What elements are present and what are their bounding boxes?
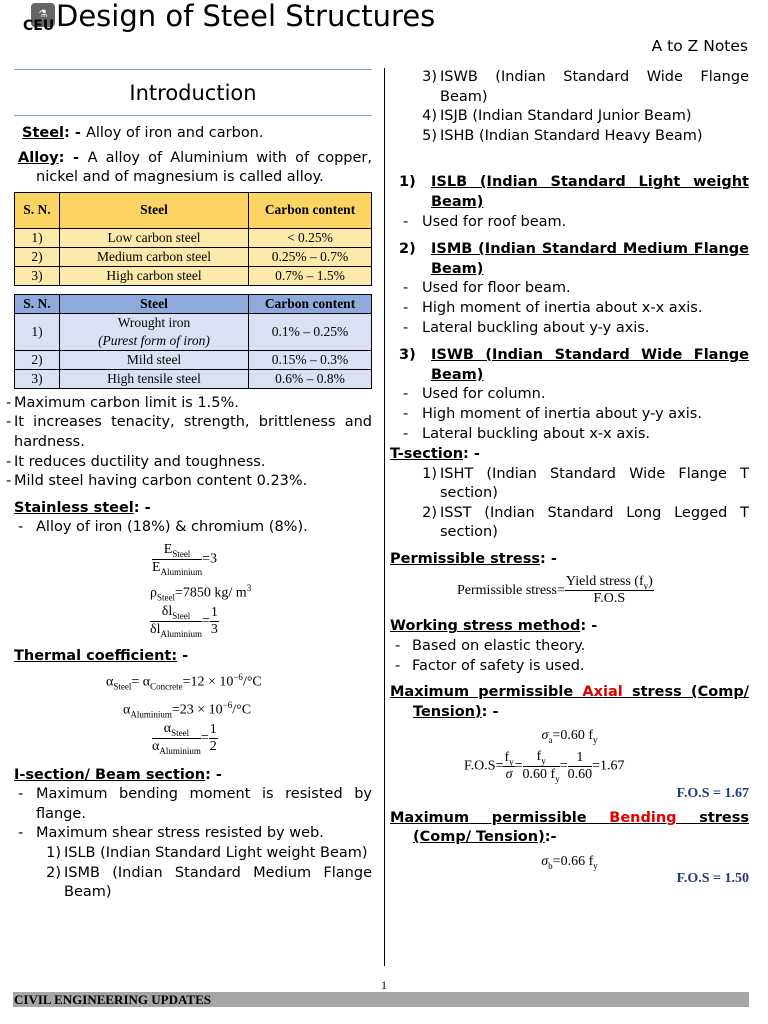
deflection-ratio-formula: $\frac{\delta l_{Steel}}{\delta l_{Aluminium}}$ = $\frac{1}{3}$ [150,603,218,639]
heading-text: Permissible stress [390,551,540,568]
table-row [15,369,372,388]
elastic-ratio-formula: $\frac{E_{Steel}}{E_{Aluminium}}$ =3 [152,541,217,577]
heading-text: T-section [390,446,464,463]
table-cell: High tensile steel [60,369,249,388]
page-title: Design of Steel Structures [56,0,436,33]
thermal-steel-formula: $\alpha_{Steel}= \alpha_{Concrete}=12 \times 10^{-6}/^\circ C$ [106,672,262,692]
axial-fos-formula: F.O.S= $\frac{f_y}{\sigma}$ = $\frac{f_y}{0.60 f_y}$ = $\frac{1}{0.60}$ =1.67 [464,749,625,784]
table-cell: 0.25% – 0.7% [249,247,372,266]
wsm-heading: Working stress method: - [390,618,598,635]
density-formula: $\rho_{Steel}=7850$ kg/ $m^3$ [150,582,252,602]
stainless-heading: Stainless steel: - [14,499,151,516]
section-heading-introduction: Introduction [129,81,257,105]
table-row [15,313,372,350]
table-header: Steel [60,192,249,228]
bending-formula: $\sigma_b=0.66$ $f_y$ [541,854,598,871]
column-divider [384,68,385,966]
list-item: - Maximum carbon limit is 1.5%. [6,394,239,411]
list-item: - High moment of inertia about y-y axis. [403,405,702,422]
axial-fos-value: F.O.S = 1.67 [676,785,749,801]
alloy-def: A alloy of Aluminium with of copper, nickel and of magnesium is called alloy. [36,149,372,186]
isection-list-continued [417,68,749,146]
cell-text: Wrought iron [117,314,191,330]
table-cell: Medium carbon steel [60,247,249,266]
left-column [6,69,372,903]
divider [14,69,372,70]
logo-text: CEU [23,18,55,34]
table-cell: 2) [15,247,60,266]
table-row [15,247,372,266]
table-cell: 0.6% – 0.8% [249,369,372,388]
carbon-notes [6,394,372,492]
isection-heading: I-section/ Beam section: - [14,766,222,783]
cell-note: (Purest form of iron) [98,332,210,348]
steel-definition: Steel: - Alloy of iron and carbon. [22,125,264,141]
table-cell: 1) [15,313,60,350]
table-cell: 1) [15,228,60,247]
list-item: - Maximum shear stress resisted by web. [18,825,324,842]
table-cell: 0.1% – 0.25% [249,313,372,350]
bending-fos-value: F.O.S = 1.50 [676,870,749,886]
list-item: - Used for roof beam. [403,213,567,230]
table-header: Steel [60,294,249,313]
list-item: - Mild steel having carbon content 0.23%. [6,473,308,490]
list-item: 4) ISJB (Indian Standard Junior Beam) [422,108,692,125]
alloy-term: Alloy [18,149,59,166]
iron-steel-table [14,294,372,389]
table-cell: 0.7% – 1.5% [249,266,372,285]
beam-iswb [390,346,749,444]
list-item: - Maximum bending moment is resisted by flange. [18,786,372,822]
list-item: - Used for floor beam. [403,280,571,297]
table-cell: 0.15% – 0.3% [249,350,372,369]
table-cell: < 0.25% [249,228,372,247]
permissible-heading: Permissible stress: - [390,551,557,568]
isection-list [41,844,372,903]
logo-icon: ⚗ [31,3,55,27]
table-header: Carbon content [249,294,372,313]
thermal-aluminium-formula: $\alpha_{Aluminium}=23 \times 10^{-6}/^\circ C$ [123,699,252,720]
list-item: - Lateral buckling about x-x axis. [403,425,650,442]
permissible-stress-formula: Permissible stress= $\frac{Yield stress (f_y)}{F.O.S}$ [457,573,653,607]
carbon-steel-table [14,192,372,286]
alloy-definition: Alloy: - A alloy of Aluminium with of copper, nickel and of magnesium is called alloy. [18,149,372,186]
list-item: 2) ISST (Indian Standard Long Legged T section) [422,504,749,541]
thermal-heading: Thermal coefficient: - [14,647,189,664]
list-item: - Used for column. [403,386,546,403]
table-cell: High carbon steel [60,266,249,285]
page-subtitle: A to Z Notes [651,37,748,55]
page-number: 1 [381,978,387,992]
beam-heading: 1) ISLB (Indian Standard Light weight Beam) [399,174,749,210]
table-cell: 2) [15,350,60,369]
table-header: S. N. [15,192,60,228]
tsection-heading: T-section: - [390,446,480,463]
bending-heading: Maximum permissible Bending stress (Comp/ Tension):- [390,809,749,846]
table-header: Carbon content [249,192,372,228]
footer-bar: CIVIL ENGINEERING UPDATES [13,992,749,1007]
axial-formula: $\sigma_a=0.60$ $f_y$ [541,728,598,746]
table-cell: Mild steel [60,350,249,369]
divider [14,115,372,116]
beam-heading: 3) ISWB (Indian Standard Wide Flange Beam) [399,347,749,383]
list-item: - High moment of inertia about x-x axis. [403,299,703,316]
table-cell [60,313,249,350]
table-cell: 3) [15,266,60,285]
list-item: - It reduces ductility and toughness. [6,453,266,470]
list-item: - Alloy of iron (18%) & chromium (8%). [18,519,308,536]
beam-ismb [390,240,749,338]
list-item: - It increases tenacity, strength, brittleness and hardness. [6,414,372,450]
table-cell: Low carbon steel [60,228,249,247]
heading-text: Stainless steel [14,499,134,516]
table-header: S. N. [15,294,60,313]
list-item: 2) ISMB (Indian Standard Medium Flange Beam) [46,864,372,901]
list-item: 1) ISLB (Indian Standard Light weight Beam) [46,845,368,862]
thermal-ratio-formula: $\frac{\alpha_{Steel}}{\alpha_{Aluminium}}$ = $\frac{1}{2}$ [152,721,217,756]
list-item: - Factor of safety is used. [395,657,585,674]
list-item: 5) ISHB (Indian Standard Heavy Beam) [422,127,703,144]
right-column [390,68,749,887]
beam-islb [390,173,749,232]
tsection-list [417,465,749,543]
beam-heading: 2) ISMB (Indian Standard Medium Flange Beam) [399,241,749,277]
table-cell: 3) [15,369,60,388]
list-item: - Based on elastic theory. [395,638,586,655]
steel-term: Steel [22,125,65,141]
heading-text: Thermal coefficient: [14,647,178,664]
steel-def: Alloy of iron and carbon. [85,125,264,141]
list-item: 3) ISWB (Indian Standard Wide Flange Beam) [422,69,749,105]
axial-heading: Maximum permissible Axial stress (Comp/ Tension): - [390,684,749,720]
heading-text: I-section/ Beam section [14,766,206,783]
table-row [15,266,372,285]
list-item: - Lateral buckling about y-y axis. [403,319,650,336]
table-row [15,350,372,369]
heading-text: Working stress method [390,618,581,635]
table-row [15,228,372,247]
list-item: 1) ISHT (Indian Standard Wide Flange T section) [422,465,749,502]
